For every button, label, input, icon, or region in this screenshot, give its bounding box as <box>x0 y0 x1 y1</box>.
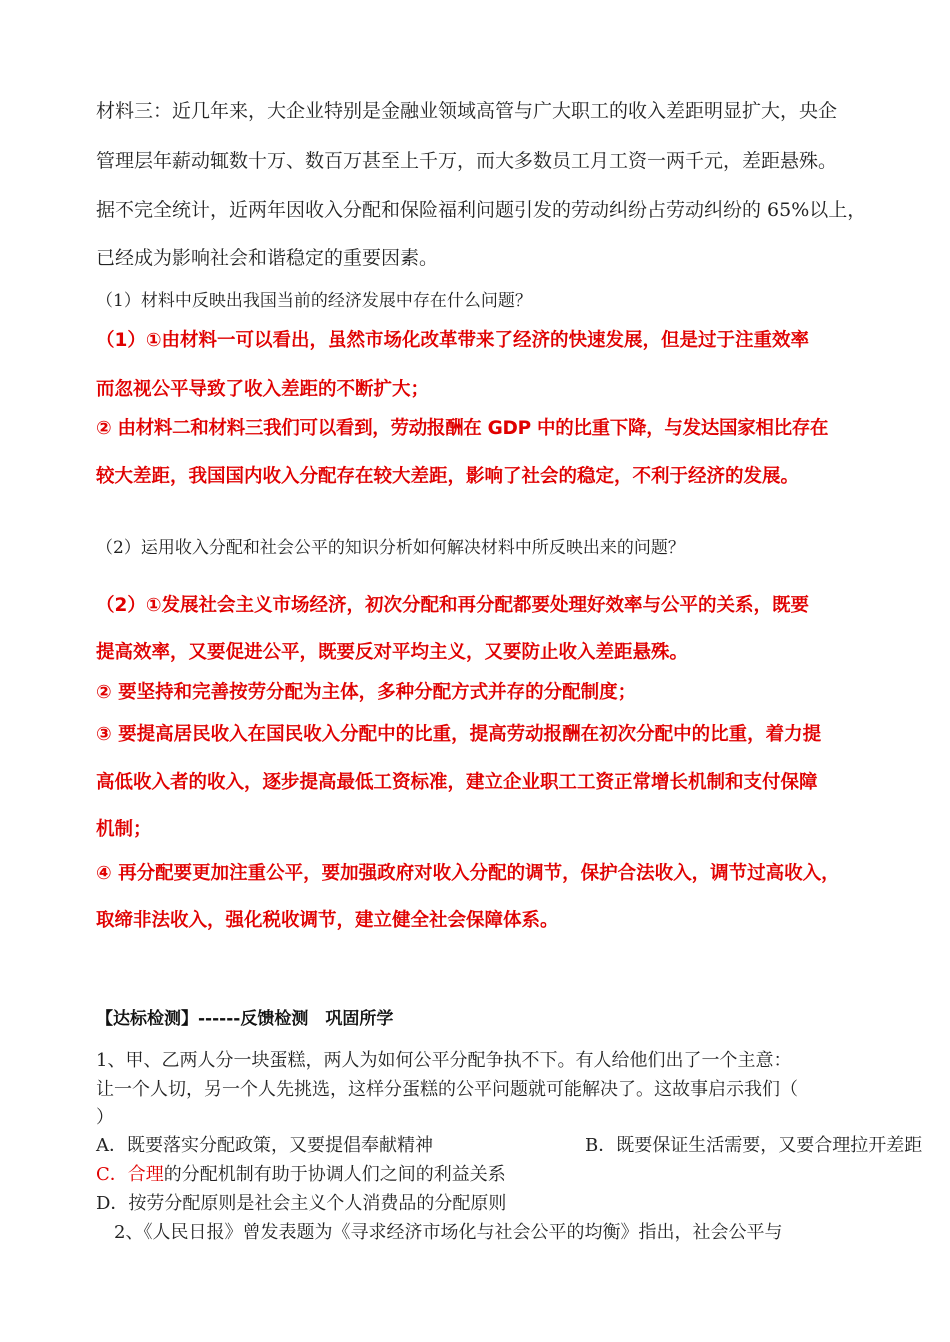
answer2-line-5: 高低收入者的收入，逐步提高最低工资标准，建立企业职工工资正常增长机制和支付保障 <box>96 772 818 793</box>
section-header: 【达标检测】------反馈检测 巩固所学 <box>96 1009 394 1029</box>
material3-line-2: 管理层年薪动辄数十万、数百万甚至上千万，而大多数员工月工资一两千元，差距悬殊。 <box>96 150 838 172</box>
material3-line-4: 已经成为影响社会和谐稳定的重要因素。 <box>96 247 439 269</box>
answer2-line-4: ③ 要提高居民收入在国民收入分配中的比重，提高劳动报酬在初次分配中的比重，着力提 <box>96 724 822 745</box>
question-1: （1）材料中反映出我国当前的经济发展中存在什么问题？ <box>96 291 532 311</box>
answer1-line-3: ② 由材料二和材料三我们可以看到，劳动报酬在 GDP 中的比重下降，与发达国家相比存在 <box>96 418 829 439</box>
option-c-text: 的分配机制有助于协调人们之间的利益关系 <box>163 1164 506 1185</box>
option-c-label: C．合理 <box>96 1164 164 1185</box>
exercise1-stem-line-1: 1、甲、乙两人分一块蛋糕，两人为如何公平分配争执不下。有人给他们出了一个主意： <box>96 1050 792 1071</box>
answer2-line-8: 取缔非法收入，强化税收调节，建立健全社会保障体系。 <box>96 910 559 931</box>
answer2-line-1: （2）①发展社会主义市场经济，初次分配和再分配都要处理好效率与公平的关系，既要 <box>96 595 810 616</box>
question-2: （2）运用收入分配和社会公平的知识分析如何解决材料中所反映出来的问题？ <box>96 538 685 558</box>
answer2-line-3: ② 要坚持和完善按劳分配为主体，多种分配方式并存的分配制度； <box>96 682 637 703</box>
answer1-line-4: 较大差距，我国国内收入分配存在较大差距，影响了社会的稳定，不利于经济的发展。 <box>96 466 800 487</box>
option-c <box>96 1160 506 1186</box>
option-d: D．按劳分配原则是社会主义个人消费品的分配原则 <box>96 1193 507 1214</box>
answer1-line-1: （1）①由材料一可以看出，虽然市场化改革带来了经济的快速发展，但是过于注重效率 <box>96 330 810 351</box>
exercise1-stem-line-2: 让一个人切，另一个人先挑选，这样分蛋糕的公平问题就可能解决了。这故事启示我们（ <box>96 1079 798 1100</box>
material3-line-3: 据不完全统计，近两年因收入分配和保险福利问题引发的劳动纠纷占劳动纠纷的 65%以上， <box>96 199 867 221</box>
answer2-line-7: ④ 再分配要更加注重公平，要加强政府对收入分配的调节，保护合法收入，调节过高收入， <box>96 863 840 884</box>
exercise2-stem-line-1: 2、《人民日报》曾发表题为《寻求经济市场化与社会公平的均衡》指出，社会公平与 <box>96 1222 783 1243</box>
answer2-line-2: 提高效率，又要促进公平，既要反对平均主义，又要防止收入差距悬殊。 <box>96 642 689 663</box>
option-a: A．既要落实分配政策，又要提倡奉献精神 <box>96 1135 433 1156</box>
material3-line-1: 材料三：近几年来，大企业特别是金融业领域高管与广大职工的收入差距明显扩大，央企 <box>96 100 838 122</box>
answer1-line-2: 而忽视公平导致了收入差距的不断扩大； <box>96 379 430 400</box>
exercise1-options-ab <box>96 1131 923 1157</box>
exercise1-stem-line-3: ） <box>96 1107 114 1128</box>
answer2-line-6: 机制； <box>96 819 152 840</box>
option-b: B．既要保证生活需要，又要合理拉开差距 <box>585 1135 923 1156</box>
